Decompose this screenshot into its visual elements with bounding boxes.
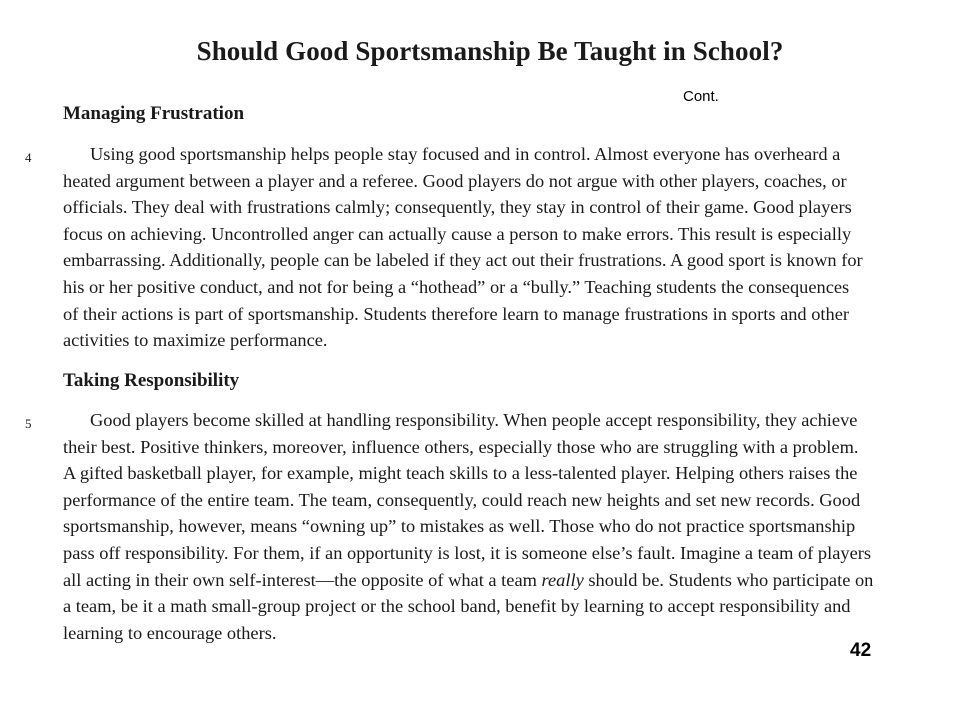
text-line: a team, be it a math small-group project or the school band, benefit by learning to accept responsibility and: [63, 596, 851, 617]
text-line: pass off responsibility. For them, if an opportunity is lost, it is someone else’s fault. Imagine a team of players: [63, 542, 872, 563]
text-line: A gifted basketball player, for example, might teach skills to a less-talented player. Helping others raises the: [63, 463, 858, 484]
page-number: 42: [850, 640, 872, 661]
italic-emphasis: really: [541, 569, 584, 590]
section-heading-managing-frustration: Managing Frustration: [63, 103, 245, 124]
text-line: their best. Positive thinkers, moreover, influence others, especially those who are struggling with a problem.: [63, 436, 859, 457]
section-heading-taking-responsibility: Taking Responsibility: [63, 370, 240, 391]
text-segment: should be. Students who participate on: [583, 569, 874, 590]
paragraph-managing-frustration: [63, 141, 953, 354]
text-line: sportsmanship, however, means “owning up” to mistakes as well. Those who do not practice sportsmanship: [63, 516, 856, 537]
text-line: learning to encourage others.: [63, 622, 277, 643]
cont-label: Cont.: [683, 88, 719, 105]
text-line: performance of the entire team. The team, consequently, could reach new heights and set new records. Good: [63, 489, 861, 510]
text-line: Good players become skilled at handling responsibility. When people accept responsibility, they achieve: [90, 410, 858, 430]
paragraph-number: 4: [25, 150, 32, 165]
text-line: heated argument between a player and a referee. Good players do not argue with other players, coaches, or: [63, 170, 847, 191]
text-line: his or her positive conduct, and not for being a “hothead” or a “bully.” Teaching students the consequences: [63, 276, 850, 297]
text-line: officials. They deal with frustrations calmly; consequently, they stay in control of their game. Good players: [63, 197, 852, 218]
text-line: of their actions is part of sportsmanship. Students therefore learn to manage frustrations in sports and other: [63, 303, 850, 324]
page-title: Should Good Sportsmanship Be Taught in School?: [196, 36, 784, 66]
text-line-with-italic: [63, 567, 953, 594]
text-line: activities to maximize performance.: [63, 330, 328, 351]
paragraph-taking-responsibility: [63, 407, 953, 646]
text-segment: all acting in their own self-interest—the opposite of what a team: [63, 569, 542, 590]
text-line: embarrassing. Additionally, people can be labeled if they act out their frustrations. A good sport is known for: [63, 250, 863, 271]
text-line: Using good sportsmanship helps people stay focused and in control. Almost everyone has overheard a: [90, 144, 841, 164]
text-line: focus on achieving. Uncontrolled anger can actually cause a person to make errors. This result is especially: [63, 223, 852, 244]
paragraph-number: 5: [25, 416, 32, 431]
